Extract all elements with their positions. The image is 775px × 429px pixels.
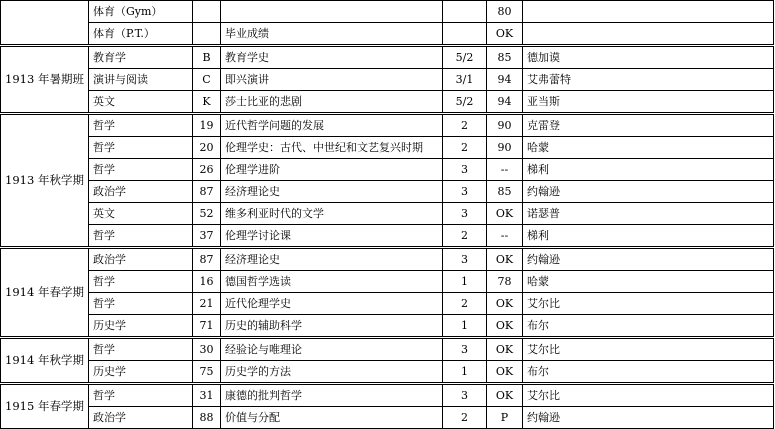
instructor-cell: 亚当斯 bbox=[523, 91, 774, 114]
table-row bbox=[1, 293, 774, 315]
grade-cell: 90 bbox=[487, 137, 523, 159]
course-number-cell: 88 bbox=[193, 407, 221, 429]
term-cell: 1914 年春学期 bbox=[1, 248, 89, 338]
course-title-cell: 历史学的方法 bbox=[221, 361, 443, 384]
course-title-cell: 经济理论史 bbox=[221, 181, 443, 203]
instructor-cell: 约翰逊 bbox=[523, 248, 774, 271]
dept-cell: 哲学 bbox=[89, 384, 193, 407]
credit-cell: 5/2 bbox=[443, 91, 487, 114]
term-cell: 1914 年秋学期 bbox=[1, 338, 89, 384]
grade-cell: OK bbox=[487, 248, 523, 271]
credit-cell: 3 bbox=[443, 338, 487, 361]
instructor-cell: 德加谟 bbox=[523, 46, 774, 69]
credit-cell bbox=[443, 1, 487, 23]
grade-cell: OK bbox=[487, 203, 523, 225]
credit-cell: 5/2 bbox=[443, 46, 487, 69]
credit-cell: 1 bbox=[443, 361, 487, 384]
credit-cell: 2 bbox=[443, 114, 487, 137]
instructor-cell: 哈蒙 bbox=[523, 271, 774, 293]
transcript-body bbox=[1, 1, 774, 429]
instructor-cell: 艾尔比 bbox=[523, 384, 774, 407]
course-number-cell: 87 bbox=[193, 248, 221, 271]
grade-cell: OK bbox=[487, 315, 523, 338]
grade-cell: -- bbox=[487, 159, 523, 181]
table-row bbox=[1, 91, 774, 114]
course-number-cell: 20 bbox=[193, 137, 221, 159]
course-number-cell: 31 bbox=[193, 384, 221, 407]
credit-cell: 3 bbox=[443, 248, 487, 271]
credit-cell: 2 bbox=[443, 225, 487, 248]
table-row bbox=[1, 384, 774, 407]
instructor-cell: 诺瑟普 bbox=[523, 203, 774, 225]
dept-cell: 历史学 bbox=[89, 361, 193, 384]
table-row bbox=[1, 159, 774, 181]
dept-cell: 演讲与阅读 bbox=[89, 69, 193, 91]
table-row bbox=[1, 46, 774, 69]
dept-cell: 哲学 bbox=[89, 271, 193, 293]
instructor-cell bbox=[523, 1, 774, 23]
course-title-cell: 康德的批判哲学 bbox=[221, 384, 443, 407]
dept-cell: 体育（P.T.） bbox=[89, 23, 193, 46]
course-number-cell: C bbox=[193, 69, 221, 91]
grade-cell: OK bbox=[487, 23, 523, 46]
course-title-cell: 历史的辅助科学 bbox=[221, 315, 443, 338]
course-number-cell: K bbox=[193, 91, 221, 114]
dept-cell: 体育（Gym） bbox=[89, 1, 193, 23]
course-number-cell: 52 bbox=[193, 203, 221, 225]
table-row bbox=[1, 271, 774, 293]
dept-cell: 政治学 bbox=[89, 181, 193, 203]
course-title-cell: 价值与分配 bbox=[221, 407, 443, 429]
grade-cell: 85 bbox=[487, 46, 523, 69]
course-number-cell: 37 bbox=[193, 225, 221, 248]
dept-cell: 哲学 bbox=[89, 159, 193, 181]
credit-cell: 3 bbox=[443, 159, 487, 181]
grade-cell: 78 bbox=[487, 271, 523, 293]
grade-cell: 80 bbox=[487, 1, 523, 23]
course-number-cell: 21 bbox=[193, 293, 221, 315]
table-row bbox=[1, 225, 774, 248]
instructor-cell: 约翰逊 bbox=[523, 407, 774, 429]
table-row bbox=[1, 137, 774, 159]
dept-cell: 哲学 bbox=[89, 225, 193, 248]
course-title-cell: 教育学史 bbox=[221, 46, 443, 69]
table-row bbox=[1, 407, 774, 429]
grade-cell: OK bbox=[487, 384, 523, 407]
course-number-cell: 75 bbox=[193, 361, 221, 384]
term-cell bbox=[1, 1, 89, 46]
table-row bbox=[1, 248, 774, 271]
instructor-cell: 哈蒙 bbox=[523, 137, 774, 159]
term-cell: 1915 年春学期 bbox=[1, 384, 89, 429]
course-title-cell: 莎士比亚的悲剧 bbox=[221, 91, 443, 114]
course-number-cell bbox=[193, 1, 221, 23]
instructor-cell: 梯利 bbox=[523, 225, 774, 248]
course-number-cell: 71 bbox=[193, 315, 221, 338]
table-row bbox=[1, 315, 774, 338]
grade-cell: OK bbox=[487, 338, 523, 361]
dept-cell: 教育学 bbox=[89, 46, 193, 69]
grade-cell: -- bbox=[487, 225, 523, 248]
credit-cell: 2 bbox=[443, 407, 487, 429]
instructor-cell: 艾尔比 bbox=[523, 293, 774, 315]
course-number-cell: 30 bbox=[193, 338, 221, 361]
course-title-cell: 即兴演讲 bbox=[221, 69, 443, 91]
table-row bbox=[1, 1, 774, 23]
table-row bbox=[1, 338, 774, 361]
course-title-cell: 伦理学史：古代、中世纪和文艺复兴时期 bbox=[221, 137, 443, 159]
instructor-cell: 布尔 bbox=[523, 361, 774, 384]
instructor-cell: 布尔 bbox=[523, 315, 774, 338]
instructor-cell: 约翰逊 bbox=[523, 181, 774, 203]
instructor-cell: 艾尔比 bbox=[523, 338, 774, 361]
dept-cell: 政治学 bbox=[89, 248, 193, 271]
term-cell: 1913 年秋学期 bbox=[1, 114, 89, 248]
grade-cell: 94 bbox=[487, 69, 523, 91]
dept-cell: 英文 bbox=[89, 91, 193, 114]
grade-cell: 94 bbox=[487, 91, 523, 114]
course-title-cell bbox=[221, 1, 443, 23]
course-number-cell: 16 bbox=[193, 271, 221, 293]
credit-cell: 2 bbox=[443, 137, 487, 159]
dept-cell: 哲学 bbox=[89, 293, 193, 315]
credit-cell bbox=[443, 23, 487, 46]
credit-cell: 1 bbox=[443, 271, 487, 293]
course-title-cell: 维多利亚时代的文学 bbox=[221, 203, 443, 225]
course-number-cell: 26 bbox=[193, 159, 221, 181]
dept-cell: 政治学 bbox=[89, 407, 193, 429]
dept-cell: 英文 bbox=[89, 203, 193, 225]
instructor-cell: 艾弗蕾特 bbox=[523, 69, 774, 91]
course-number-cell: B bbox=[193, 46, 221, 69]
course-title-cell: 毕业成绩 bbox=[221, 23, 443, 46]
course-title-cell: 伦理学进阶 bbox=[221, 159, 443, 181]
table-row bbox=[1, 23, 774, 46]
course-number-cell: 87 bbox=[193, 181, 221, 203]
table-row bbox=[1, 181, 774, 203]
term-cell: 1913 年暑期班 bbox=[1, 46, 89, 114]
course-title-cell: 近代哲学问题的发展 bbox=[221, 114, 443, 137]
course-number-cell: 19 bbox=[193, 114, 221, 137]
course-title-cell: 伦理学讨论课 bbox=[221, 225, 443, 248]
credit-cell: 1 bbox=[443, 315, 487, 338]
dept-cell: 哲学 bbox=[89, 114, 193, 137]
credit-cell: 3 bbox=[443, 181, 487, 203]
course-title-cell: 德国哲学选读 bbox=[221, 271, 443, 293]
table-row bbox=[1, 361, 774, 384]
dept-cell: 哲学 bbox=[89, 137, 193, 159]
credit-cell: 2 bbox=[443, 293, 487, 315]
table-row bbox=[1, 203, 774, 225]
grade-cell: 90 bbox=[487, 114, 523, 137]
table-row bbox=[1, 114, 774, 137]
course-title-cell: 经验论与唯理论 bbox=[221, 338, 443, 361]
instructor-cell: 梯利 bbox=[523, 159, 774, 181]
course-number-cell bbox=[193, 23, 221, 46]
dept-cell: 哲学 bbox=[89, 338, 193, 361]
credit-cell: 3/1 bbox=[443, 69, 487, 91]
course-title-cell: 近代伦理学史 bbox=[221, 293, 443, 315]
credit-cell: 3 bbox=[443, 384, 487, 407]
grade-cell: P bbox=[487, 407, 523, 429]
dept-cell: 历史学 bbox=[89, 315, 193, 338]
table-row bbox=[1, 69, 774, 91]
instructor-cell: 克雷登 bbox=[523, 114, 774, 137]
grade-cell: OK bbox=[487, 293, 523, 315]
course-title-cell: 经济理论史 bbox=[221, 248, 443, 271]
grade-cell: 85 bbox=[487, 181, 523, 203]
credit-cell: 3 bbox=[443, 203, 487, 225]
grade-cell: OK bbox=[487, 361, 523, 384]
instructor-cell bbox=[523, 23, 774, 46]
